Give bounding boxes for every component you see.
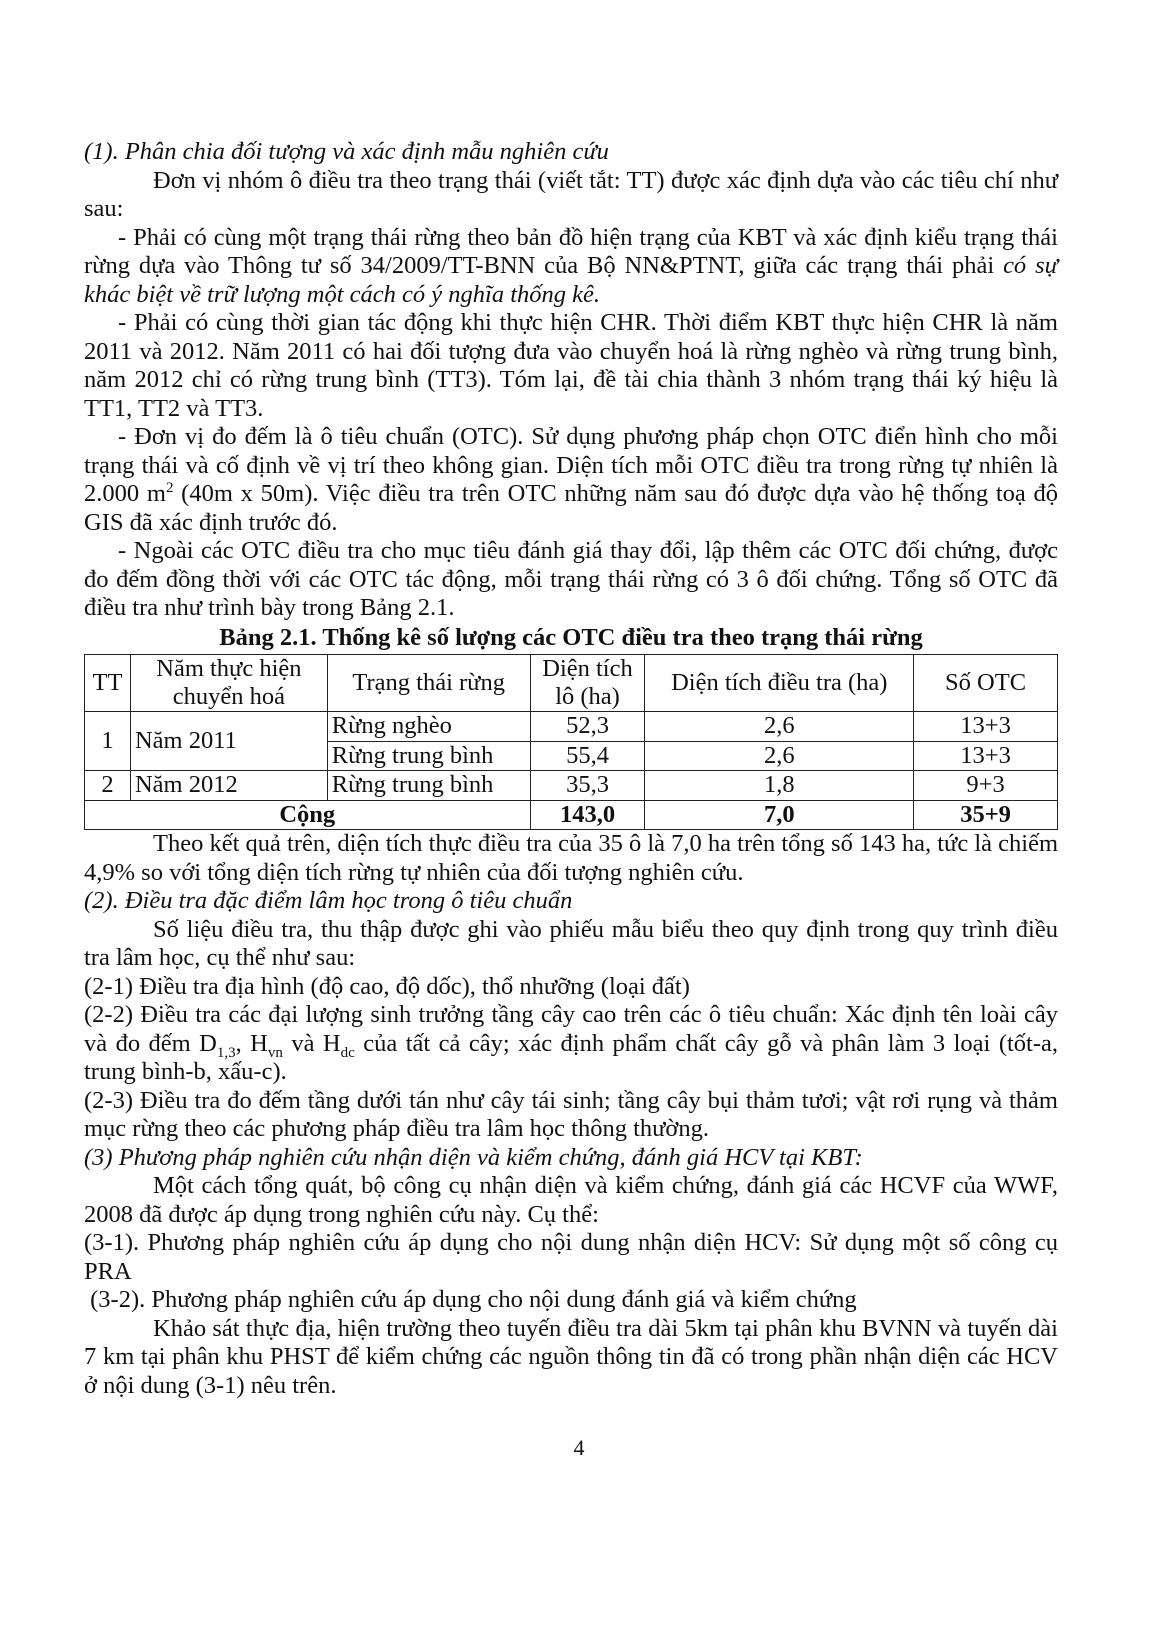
- total-survey: 7,0: [645, 800, 914, 830]
- header-survey-area: Diện tích điều tra (ha): [645, 655, 914, 712]
- cell-area: 55,4: [530, 741, 645, 771]
- cell-survey: 2,6: [645, 712, 914, 742]
- item-2-text-a: (2-2) Điều tra các đại lượng sinh trưởng tầng cây cao trên các ô tiêu chuẩn: Xác định tên loài cây và đo đếm D: [84, 1001, 1058, 1057]
- section-3-item-2: (3-2). Phương pháp nghiên cứu áp dụng cho nội dung đánh giá và kiểm chứng: [84, 1286, 857, 1313]
- criterion-1-emphasis: có sự khác biệt về trữ lượng một cách có ý nghĩa thống kê.: [84, 252, 1058, 308]
- cell-state: Rừng nghèo: [327, 712, 530, 742]
- section-2-heading: (2). Điều tra đặc điểm lâm học trong ô tiêu chuẩn: [84, 887, 573, 914]
- subscript-hvn: vn: [267, 1044, 283, 1061]
- criterion-3-text-b: (40m x 50m). Việc điều tra trên OTC những năm sau đó được dựa vào hệ thống toạ độ GIS đã xác định trước đó.: [84, 480, 1058, 536]
- cell-year: Năm 2012: [130, 771, 327, 801]
- criterion-3-superscript: 2: [165, 479, 174, 496]
- document-page: [84, 138, 1058, 1400]
- cell-otc: 13+3: [914, 741, 1058, 771]
- total-area: 143,0: [530, 800, 645, 830]
- cell-otc: 13+3: [914, 712, 1058, 742]
- criterion-2: - Phải có cùng thời gian tác động khi thực hiện CHR. Thời điểm KBT thực hiện CHR là năm 2011 và 2012. Năm 2011 có hai đối tượng đưa vào chuyển hoá là rừng nghèo và rừng trung bình, năm 2012 chỉ có rừng trung bình (TT3). Tóm lại, đề tài chia thành 3 nhóm trạng thái ký hiệu là TT1, TT2 và TT3.: [84, 309, 1058, 422]
- section-2-item-3: (2-3) Điều tra đo đếm tầng dưới tán như cây tái sinh; tầng cây bụi thảm tươi; vật rơi rụng và thảm mục rừng theo các phương pháp điều tra lâm học thông thường.: [84, 1086, 1058, 1142]
- section-3-closing: Khảo sát thực địa, hiện trường theo tuyến điều tra dài 5km tại phân khu BVNN và tuyến dài 7 km tại phân khu PHST để kiểm chứng các nguồn thông tin đã có trong phần nhận diện các HCV ở nội dung (3-1) nêu trên.: [84, 1314, 1058, 1399]
- item-2-text-d: của tất cả cây; xác định phẩm chất cây gỗ và phân làm 3 loại (tốt-a, trung bình-b, xấu-c).: [84, 1029, 1058, 1085]
- subscript-d: 1,3: [216, 1044, 236, 1061]
- header-tt: TT: [85, 655, 131, 712]
- header-area: Diện tích lô (ha): [530, 655, 645, 712]
- subscript-hdc: dc: [340, 1044, 355, 1061]
- section-2-item-2: [84, 1001, 1058, 1087]
- criterion-4: - Ngoài các OTC điều tra cho mục tiêu đánh giá thay đổi, lập thêm các OTC đối chứng, được đo đếm đồng thời với các OTC tác động, mỗi trạng thái rừng có 3 ô đối chứng. Tổng số OTC đã điều tra như trình bày trong Bảng 2.1.: [84, 537, 1058, 621]
- criterion-3-text-a: - Đơn vị đo đếm là ô tiêu chuẩn (OTC). Sử dụng phương pháp chọn OTC điển hình cho mỗi trạng thái và cố định về vị trí theo không gian. Diện tích mỗi OTC điều tra trong rừng tự nhiên là 2.000 m: [84, 423, 1058, 507]
- criterion-1: [84, 224, 1058, 310]
- otc-table: [84, 654, 1058, 830]
- item-2-text-c: và H: [282, 1029, 341, 1057]
- cell-survey: 1,8: [645, 771, 914, 801]
- table-summary: Theo kết quả trên, diện tích thực điều tra của 35 ô là 7,0 ha trên tổng số 143 ha, tức là chiếm 4,9% so với tổng diện tích rừng tự nhiên của đối tượng nghiên cứu.: [84, 830, 1058, 886]
- page-number: 4: [573, 1435, 585, 1460]
- section-1-heading: (1). Phân chia đối tượng và xác định mẫu nghiên cứu: [84, 138, 609, 165]
- cell-state: Rừng trung bình: [327, 741, 530, 771]
- total-otc: 35+9: [914, 800, 1058, 830]
- table-row: [85, 771, 1058, 801]
- section-2-item-1: (2-1) Điều tra địa hình (độ cao, độ dốc), thổ nhưỡng (loại đất): [84, 972, 690, 1000]
- cell-tt: 2: [85, 771, 131, 801]
- section-1-intro: Đơn vị nhóm ô điều tra theo trạng thái (viết tắt: TT) được xác định dựa vào các tiêu chí như sau:: [84, 166, 1058, 222]
- cell-state: Rừng trung bình: [327, 771, 530, 801]
- header-state: Trạng thái rừng: [327, 655, 530, 712]
- section-3-heading: (3) Phương pháp nghiên cứu nhận diện và kiểm chứng, đánh giá HCV tại KBT:: [84, 1143, 863, 1171]
- cell-tt: 1: [85, 712, 131, 771]
- criterion-1-text: - Phải có cùng một trạng thái rừng theo bản đồ hiện trạng của KBT và xác định kiểu trạng thái rừng dựa vào Thông tư số 34/2009/TT-BNN của Bộ NN&PTNT, giữa các trạng thái phải: [84, 223, 1058, 279]
- section-2-intro: Số liệu điều tra, thu thập được ghi vào phiếu mẫu biểu theo quy định trong quy trình điều tra lâm học, cụ thể như sau:: [84, 915, 1058, 971]
- table-header-row: [85, 655, 1058, 712]
- table-row: [85, 712, 1058, 742]
- header-otc: Số OTC: [914, 655, 1058, 712]
- header-year: Năm thực hiện chuyển hoá: [130, 655, 327, 712]
- table-caption: Bảng 2.1. Thống kê số lượng các OTC điều tra theo trạng thái rừng: [219, 623, 923, 651]
- section-3-item-1: (3-1). Phương pháp nghiên cứu áp dụng cho nội dung nhận diện HCV: Sử dụng một số công cụ PRA: [84, 1229, 1058, 1285]
- total-label: Cộng: [85, 800, 531, 830]
- cell-survey: 2,6: [645, 741, 914, 771]
- cell-year: Năm 2011: [130, 712, 327, 771]
- criterion-3: [84, 423, 1058, 537]
- item-2-text-b: , H: [235, 1029, 268, 1057]
- cell-area: 52,3: [530, 712, 645, 742]
- table-total-row: [85, 800, 1058, 830]
- cell-area: 35,3: [530, 771, 645, 801]
- cell-otc: 9+3: [914, 771, 1058, 801]
- section-3-intro: Một cách tổng quát, bộ công cụ nhận diện và kiểm chứng, đánh giá các HCVF của WWF, 2008 đã được áp dụng trong nghiên cứu này. Cụ thể:: [84, 1172, 1058, 1228]
